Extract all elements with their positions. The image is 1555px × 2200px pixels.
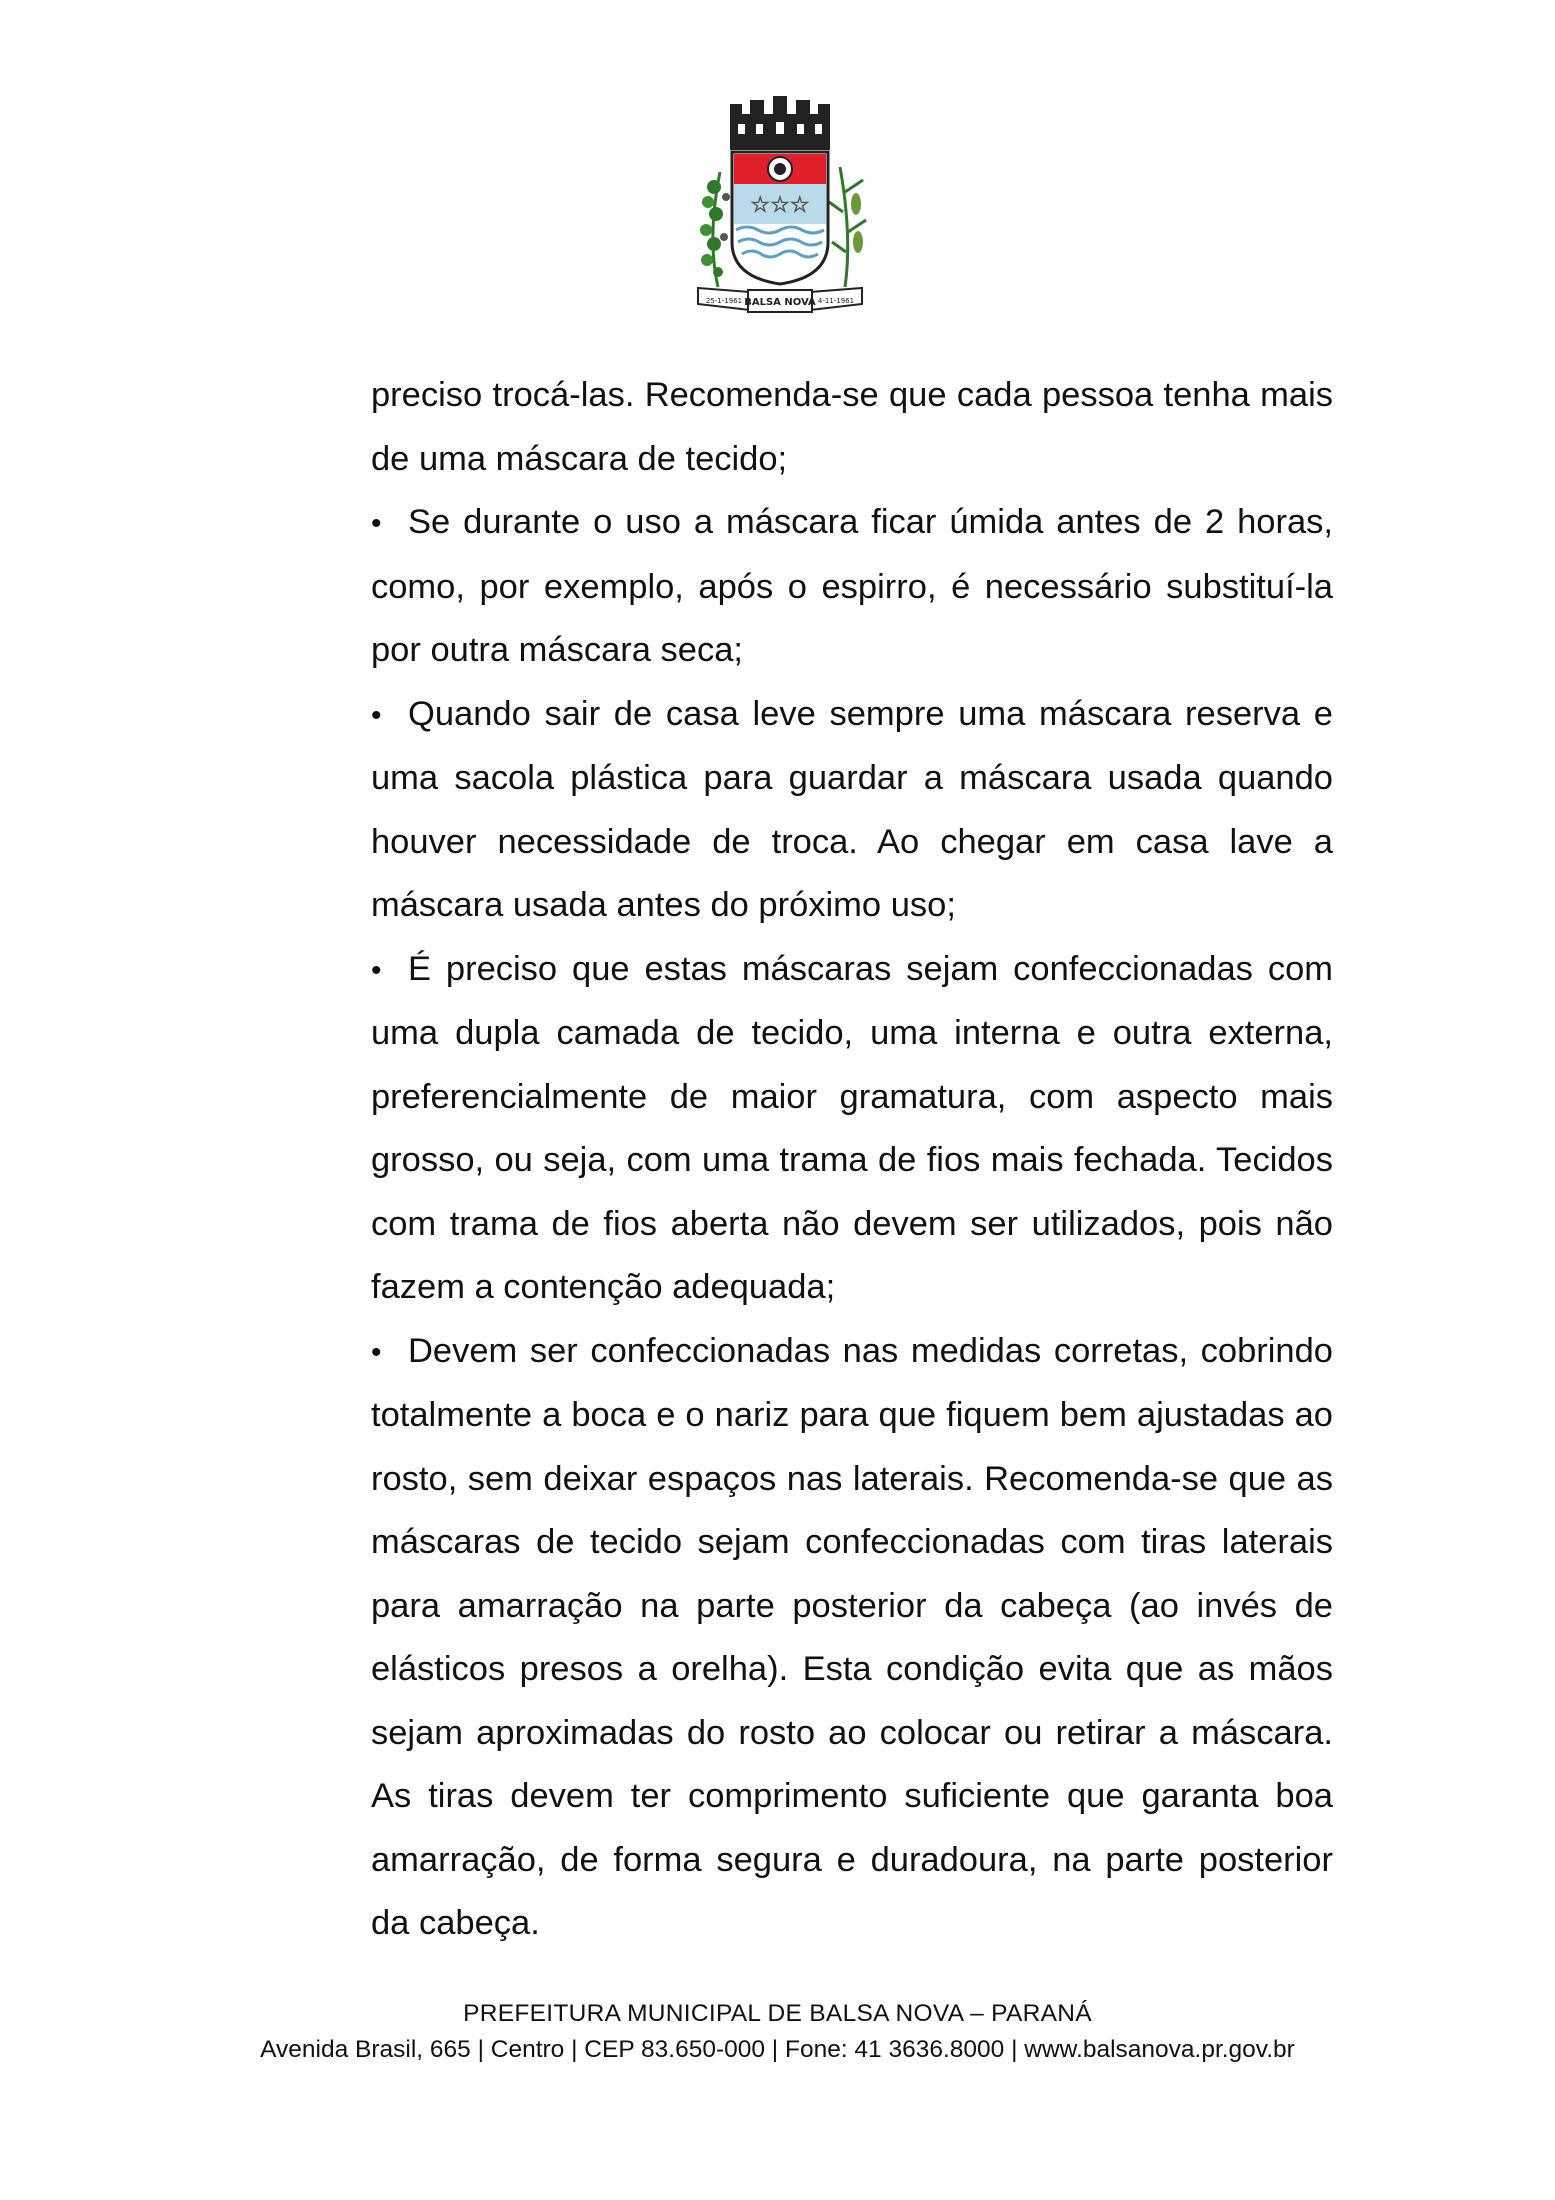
left-vine-icon <box>700 172 730 287</box>
list-item-text: Quando sair de casa leve sempre uma máscara reserva e uma sacola plástica para guardar a máscara usada quando houver necessidade de troca. Ao chegar em casa lave a máscara usada antes do próximo uso; <box>371 694 1333 924</box>
list-item <box>371 683 1333 938</box>
crest-founding-date-left: 25-1-1961 <box>705 297 743 305</box>
right-corn-icon <box>829 167 866 287</box>
list-item <box>371 938 1333 1320</box>
document-body <box>371 364 1333 1956</box>
list-item-text: Devem ser confeccionadas nas medidas corretas, cobrindo totalmente a boca e o nariz para que fiquem bem ajustadas ao rosto, sem deixar espaços nas laterais. Recomenda-se que as máscaras de tecido sejam confeccionadas com tiras laterais para amarração na parte posterior da cabeça (ao invés de elásticos presos a orelha). Esta condição evita que as mãos sejam aproximadas do rosto ao colocar ou retirar a máscara. As tiras devem ter comprimento suficiente que garanta boa amarração, de forma segura e duradoura, na parte posterior da cabeça. <box>371 1331 1333 1942</box>
castle-crown-icon <box>730 96 830 150</box>
svg-text:☆☆☆: ☆☆☆ <box>750 193 810 218</box>
list-item <box>371 491 1333 683</box>
footer-address: Avenida Brasil, 665 | Centro | CEP 83.650-000 | Fone: 41 3636.8000 | www.balsanova.pr.gov.br <box>260 2036 1295 2063</box>
footer-institution: PREFEITURA MUNICIPAL DE BALSA NOVA – PARANÁ <box>463 2000 1092 2027</box>
shield-icon <box>732 152 828 284</box>
list-item-text: É preciso que estas máscaras sejam confeccionadas com uma dupla camada de tecido, uma interna e outra externa, preferencialmente de maior gramatura, com aspecto mais grosso, ou seja, com uma trama de fios mais fechada. Tecidos com trama de fios aberta não devem ser utilizados, pois não fazem a contenção adequada; <box>371 949 1333 1306</box>
crest-city-name: BALSA NOVA <box>744 297 816 308</box>
bullet-icon: • <box>371 698 382 732</box>
crest-scroll <box>698 288 862 312</box>
bullet-icon: • <box>371 953 382 987</box>
crest-founding-date-right: 4-11-1961 <box>817 297 855 305</box>
paragraph-continuation: preciso trocá-las. Recomenda-se que cada pessoa tenha mais de uma máscara de tecido; <box>371 376 1333 478</box>
list-item <box>371 1320 1333 1956</box>
municipal-coat-of-arms-icon <box>680 92 880 327</box>
bullet-icon: • <box>371 507 382 540</box>
bullet-icon: • <box>371 1335 382 1369</box>
list-item-text: Se durante o uso a máscara ficar úmida antes de 2 horas, como, por exemplo, após o espirro, é necessário substituí-la por outra máscara seca; <box>371 503 1333 669</box>
